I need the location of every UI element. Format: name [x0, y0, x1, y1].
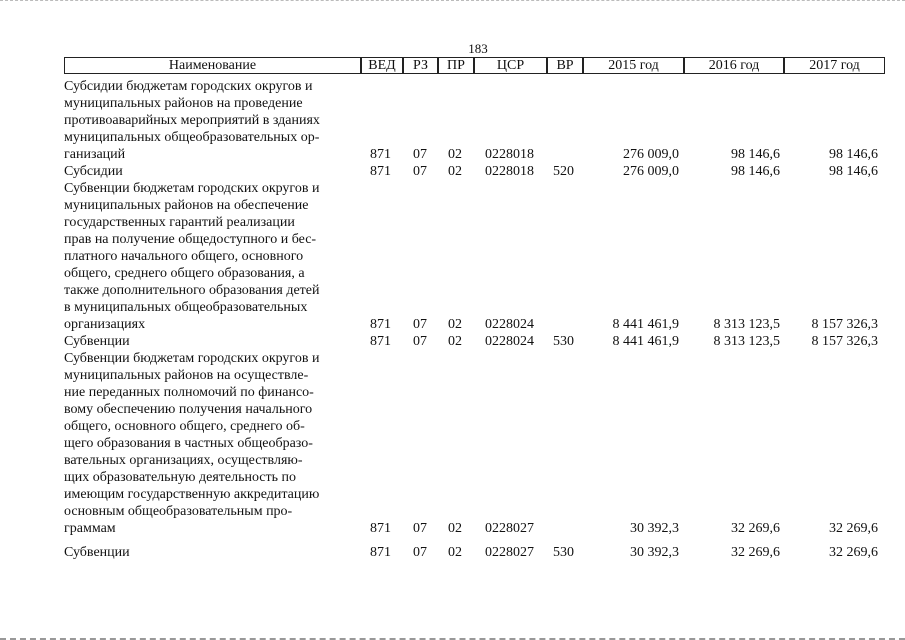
page-number: 183 [468, 41, 488, 56]
name-line: общего, среднего общего образования, а [64, 266, 305, 281]
name-line: Субвенции бюджетам городских округов и [64, 351, 320, 366]
cell-2016: 8 313 123,5 [713, 334, 780, 349]
cell-ved: 871 [370, 521, 391, 536]
cell-2016: 98 146,6 [731, 147, 780, 162]
name-line: муниципальных общеобразовательных ор- [64, 130, 320, 145]
header-ved: ВЕД [361, 57, 403, 74]
cell-2017: 98 146,6 [829, 164, 878, 179]
row-name [64, 333, 354, 350]
cell-pr: 02 [448, 521, 462, 536]
cell-2015: 8 441 461,9 [612, 334, 679, 349]
cell-csr: 0228024 [485, 334, 534, 349]
cell-2015: 30 392,3 [630, 521, 679, 536]
cell-2016: 32 269,6 [731, 521, 780, 536]
cell-rz: 07 [413, 334, 427, 349]
name-line: вому обеспечению получения начального [64, 402, 313, 417]
cell-2017: 32 269,6 [829, 545, 878, 560]
cell-pr: 02 [448, 545, 462, 560]
cell-2015: 276 009,0 [623, 147, 679, 162]
name-line: ганизаций [64, 147, 126, 162]
header-2017: 2017 год [784, 57, 885, 74]
scan-bottom-edge [0, 635, 905, 640]
row-name [64, 350, 354, 537]
row-name [64, 78, 354, 163]
name-line: ние переданных полномочий по финансо- [64, 385, 314, 400]
cell-rz: 07 [413, 545, 427, 560]
header-2015: 2015 год [583, 57, 684, 74]
cell-rz: 07 [413, 521, 427, 536]
cell-rz: 07 [413, 317, 427, 332]
cell-ved: 871 [370, 317, 391, 332]
cell-ved: 871 [370, 334, 391, 349]
row-name [64, 163, 354, 180]
cell-pr: 02 [448, 164, 462, 179]
cell-vr: 530 [553, 334, 574, 349]
name-line: вательных организациях, осуществляю- [64, 453, 303, 468]
row-name [64, 180, 354, 333]
cell-2015: 276 009,0 [623, 164, 679, 179]
cell-2017: 8 157 326,3 [811, 334, 878, 349]
name-line: государственных гарантий реализации [64, 215, 295, 230]
header-2016: 2016 год [684, 57, 784, 74]
cell-ved: 871 [370, 147, 391, 162]
name-line: муниципальных районов на обеспечение [64, 198, 309, 213]
header-csr: ЦСР [474, 57, 547, 74]
name-line: щего образования в частных общеобразо- [64, 436, 313, 451]
name-line: Субвенции [64, 334, 130, 349]
cell-vr: 530 [553, 545, 574, 560]
name-line: прав на получение общедоступного и бес- [64, 232, 317, 247]
cell-csr: 0228024 [485, 317, 534, 332]
cell-csr: 0228027 [485, 545, 534, 560]
cell-pr: 02 [448, 317, 462, 332]
cell-2016: 32 269,6 [731, 545, 780, 560]
cell-pr: 02 [448, 147, 462, 162]
header-name: Наименование [64, 57, 361, 74]
name-line: Субвенции бюджетам городских округов и [64, 181, 320, 196]
cell-pr: 02 [448, 334, 462, 349]
name-line: платного начального общего, основного [64, 249, 304, 264]
name-line: граммам [64, 521, 116, 536]
name-line: общего, основного общего, среднего об- [64, 419, 305, 434]
name-line: щих образовательную деятельность по [64, 470, 297, 485]
cell-rz: 07 [413, 147, 427, 162]
header-rz: РЗ [403, 57, 438, 74]
name-line: имеющим государственную аккредитацию [64, 487, 320, 502]
name-line: Субсидии [64, 164, 123, 179]
name-line: муниципальных районов на проведение [64, 96, 303, 111]
name-line: в муниципальных общеобразовательных [64, 300, 308, 315]
cell-ved: 871 [370, 164, 391, 179]
name-line: муниципальных районов на осуществле- [64, 368, 309, 383]
name-line: основным общеобразовательным про- [64, 504, 293, 519]
name-line: также дополнительного образования детей [64, 283, 320, 298]
row-name [64, 544, 354, 561]
cell-csr: 0228018 [485, 147, 534, 162]
cell-ved: 871 [370, 545, 391, 560]
cell-2016: 8 313 123,5 [713, 317, 780, 332]
cell-vr: 520 [553, 164, 574, 179]
header-pr: ПР [438, 57, 474, 74]
scan-top-edge [0, 0, 905, 4]
cell-2015: 30 392,3 [630, 545, 679, 560]
cell-rz: 07 [413, 164, 427, 179]
cell-2015: 8 441 461,9 [612, 317, 679, 332]
cell-2017: 8 157 326,3 [811, 317, 878, 332]
cell-2017: 98 146,6 [829, 147, 878, 162]
cell-2017: 32 269,6 [829, 521, 878, 536]
name-line: организациях [64, 317, 146, 332]
name-line: Субсидии бюджетам городских округов и [64, 79, 313, 94]
cell-csr: 0228027 [485, 521, 534, 536]
cell-csr: 0228018 [485, 164, 534, 179]
cell-2016: 98 146,6 [731, 164, 780, 179]
header-vr: ВР [547, 57, 583, 74]
name-line: противоаварийных мероприятий в зданиях [64, 113, 320, 128]
name-line: Субвенции [64, 545, 130, 560]
